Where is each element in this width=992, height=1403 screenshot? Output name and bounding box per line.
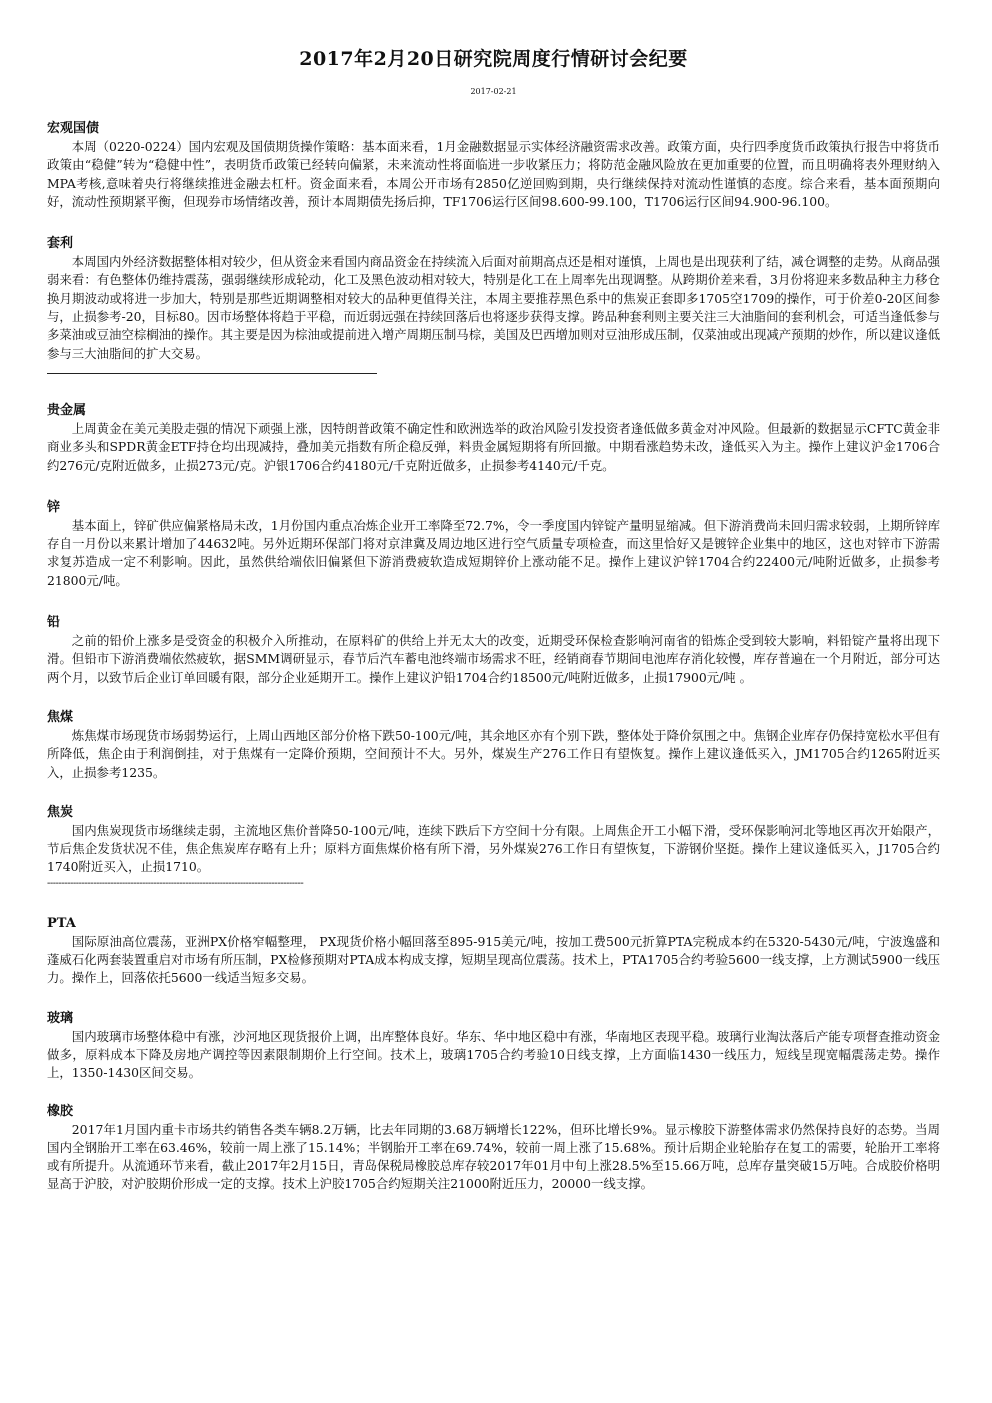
section-title: 橡胶 — [47, 1103, 74, 1119]
section-title: 套利 — [47, 236, 74, 252]
section-text: 国际原油高位震荡，亚洲PX价格窄幅整理， PX现货价格小幅回落至895-915美元/吨，按加工费500元折算PTA完税成本约在5320-5430元/吨，宁波逸盛和蓬威石化两套装置重启对市场有所压制，PX检修预期对PTA成本构成支撑，短期呈现高位震荡。技术上，PTA1705合约考验5600一线支撑，上方测试5900一线压力。操作上，回落依托5600一线适当短多交易。 — [47, 933, 940, 986]
document-title: 2017年2月20日研究院周度行情研讨会纪要 — [299, 48, 688, 70]
section-coke — [47, 804, 940, 889]
section-text: 之前的铅价上涨多是受资金的积极介入所推动，在原料矿的供给上并无太大的改变，近期受环保检查影响河南省的铅炼企受到较大影响，料铅锭产量将出现下滑。但铅市下游消费端依然疲软，据SMM调研显示，春节后汽车蓄电池终端市场需求不旺，经销商春节期间电池库存消化较慢，库存普遍在一个月附近，部分可达两个月，以致节后企业订单回暖有限，部分企业延期开工。操作上建议沪铅1704合约18500元/吨附近做多，止损17900元/吨 。 — [47, 633, 940, 685]
section-glass — [47, 1010, 940, 1083]
section-title: 锌 — [47, 499, 61, 515]
section-text: 国内玻璃市场整体稳中有涨，沙河地区现货报价上调，出库整体良好。华东、华中地区稳中有涨，华南地区表现平稳。玻璃行业淘汰落后产能专项督查推动资金做多，原料成本下降及房地产调控等因素限制期价上行空间。技术上，玻璃1705合约考验10日线支撑，上方面临1430一线压力，短线呈现宽幅震荡走势。操作上，1350-1430区间交易。 — [47, 1028, 940, 1081]
section-lead — [47, 614, 940, 687]
section-rubber — [47, 1103, 940, 1194]
section-text: 本周国内外经济数据整体相对较少，但从资金来看国内商品资金在持续流入后面对前期高点还是相对谨慎，上周也是出现获利了结，减仓调整的走势。从商品强弱来看：有色整体仍维持震荡，强弱继续形成轮动，化工及黑色波动相对较大，特别是化工在上周率先出现调整。从跨期价差来看，3月份将迎来多数品种主力移仓换月期波动或将进一步加大，特别是那些近期调整相对较大的品种更值得关注，本周主要推荐黑色系中的焦炭正套即多1705空1709的操作，可于价差0-20区间参与，止损参考-20，目标80。因市场整体将趋于平稳，而近弱远强在持续回落后也将逐步获得支撑。跨品种套利则主要关注三大油脂间的套利机会，可适当逢低参与多菜油或豆油空棕榈油的操作。其主要是因为棕油或提前进入增产周期压制马棕，美国及巴西增加则对豆油形成压制，仅菜油或出现减产预期的炒作，所以建议逢低参与三大油脂间的扩大交易。 — [47, 254, 940, 361]
section-title: 焦煤 — [47, 709, 74, 725]
section-title: 焦炭 — [47, 804, 74, 820]
section-title: 铅 — [47, 615, 61, 631]
section-arbitrage — [47, 235, 940, 374]
section-title: 玻璃 — [47, 1010, 74, 1026]
section-zinc — [47, 499, 940, 590]
section-divider: ----------------------------------------------------------------------------------------- — [47, 878, 304, 889]
section-pta — [47, 915, 940, 988]
section-divider — [47, 373, 377, 374]
section-precious-metals — [47, 402, 940, 475]
section-text: 基本面上，锌矿供应偏紧格局未改，1月份国内重点冶炼企业开工率降至72.7%，令一季度国内锌锭产量明显缩减。但下游消费尚未回归需求较弱，上期所锌库存自一月份以来累计增加了44632吨。另外近期环保部门将对京津冀及周边地区进行空气质量专项检查，而这里恰好又是镀锌企业集中的地区，这也对锌市下游需求复苏造成一定不利影响。因此，虽然供给端依旧偏紧但下游消费疲软造成短期锌价上涨动能不足。操作上建议沪锌1704合约22400元/吨附近做多，止损参考21800元/吨。 — [47, 517, 940, 588]
section-coking-coal — [47, 709, 940, 782]
section-text: 炼焦煤市场现货市场弱势运行，上周山西地区部分价格下跌50-100元/吨，其余地区亦有个别下跌，整体处于降价氛围之中。焦钢企业库存仍保持宽松水平但有所降低，焦企由于利润倒挂，对于焦煤有一定降价预期，空间预计不大。另外，煤炭生产276工作日有望恢复。操作上建议逢低买入，JM1705合约1265附近买入，止损参考1235。 — [47, 727, 940, 780]
section-title: 贵金属 — [47, 402, 87, 418]
section-macro — [47, 120, 940, 211]
section-text: 国内焦炭现货市场继续走弱，主流地区焦价普降50-100元/吨，连续下跌后下方空间十分有限。上周焦企开工小幅下滑，受环保影响河北等地区再次开始限产，节后焦企发货状况不佳，焦企焦炭库存略有上升；原料方面焦煤价格有所下滑，另外煤炭276工作日有望恢复，下游钢价坚挺。操作上建议逢低买入，J1705合约1740附近买入，止损1710。 — [47, 822, 940, 875]
section-text: 上周黄金在美元美股走强的情况下顽强上涨，因特朗普政策不确定性和欧洲选举的政治风险引发投资者逢低做多黄金对冲风险。但最新的数据显示CFTC黄金非商业多头和SPDR黄金ETF持仓均出现减持，叠加美元指数有所企稳反弹，料贵金属短期将有所回撤。中期看涨趋势未改，逢低买入为主。操作上建议沪金1706合约276元/克附近做多，止损273元/克。沪银1706合约4180元/千克附近做多，止损参考4140元/千克。 — [47, 420, 940, 473]
section-title: PTA — [47, 915, 76, 931]
section-text: 2017年1月国内重卡市场共约销售各类车辆8.2万辆，比去年同期的3.68万辆增长122%，但环比增长9%。显示橡胶下游整体需求仍然保持良好的态势。当周国内全钢胎开工率在63.46%，较前一周上涨了15.14%；半钢胎开工率在69.74%，较前一周上涨了15.68%。预计后期企业轮胎存在复工的需要，轮胎开工率将或有所提升。从流通环节来看，截止2017年2月15日，青岛保税局橡胶总库存较2017年01月中旬上涨28.5%至15.66万吨，总库存量突破15万吨。合成胶价格明显高于沪胶，对沪胶期价形成一定的支撑。技术上沪胶1705合约短期关注21000附近压力，20000一线支撑。 — [47, 1121, 940, 1192]
section-title: 宏观国债 — [47, 121, 100, 136]
document-date: 2017-02-21 — [470, 87, 517, 96]
section-text: 本周（0220-0224）国内宏观及国债期货操作策略：基本面来看，1月金融数据显示实体经济融资需求改善。政策方面，央行四季度货币政策执行报告中将货币政策由“稳健”转为“稳健中性”，表明货币政策已经转向偏紧，未来流动性将面临进一步收紧压力；将防范金融风险放在更加重要的位置，而且明确将表外理财纳入MPA考核,意味着央行将继续推进金融去杠杆。资金面来看，本周公开市场有2850亿逆回购到期，央行继续保持对流动性谨慎的态度。综合来看，基本面预期向好，流动性预期紧平衡，但现券市场情绪改善，预计本周期债先扬后抑，TF1706运行区间98.600-99.100，T1706运行区间94.900-96.100。 — [47, 139, 940, 209]
